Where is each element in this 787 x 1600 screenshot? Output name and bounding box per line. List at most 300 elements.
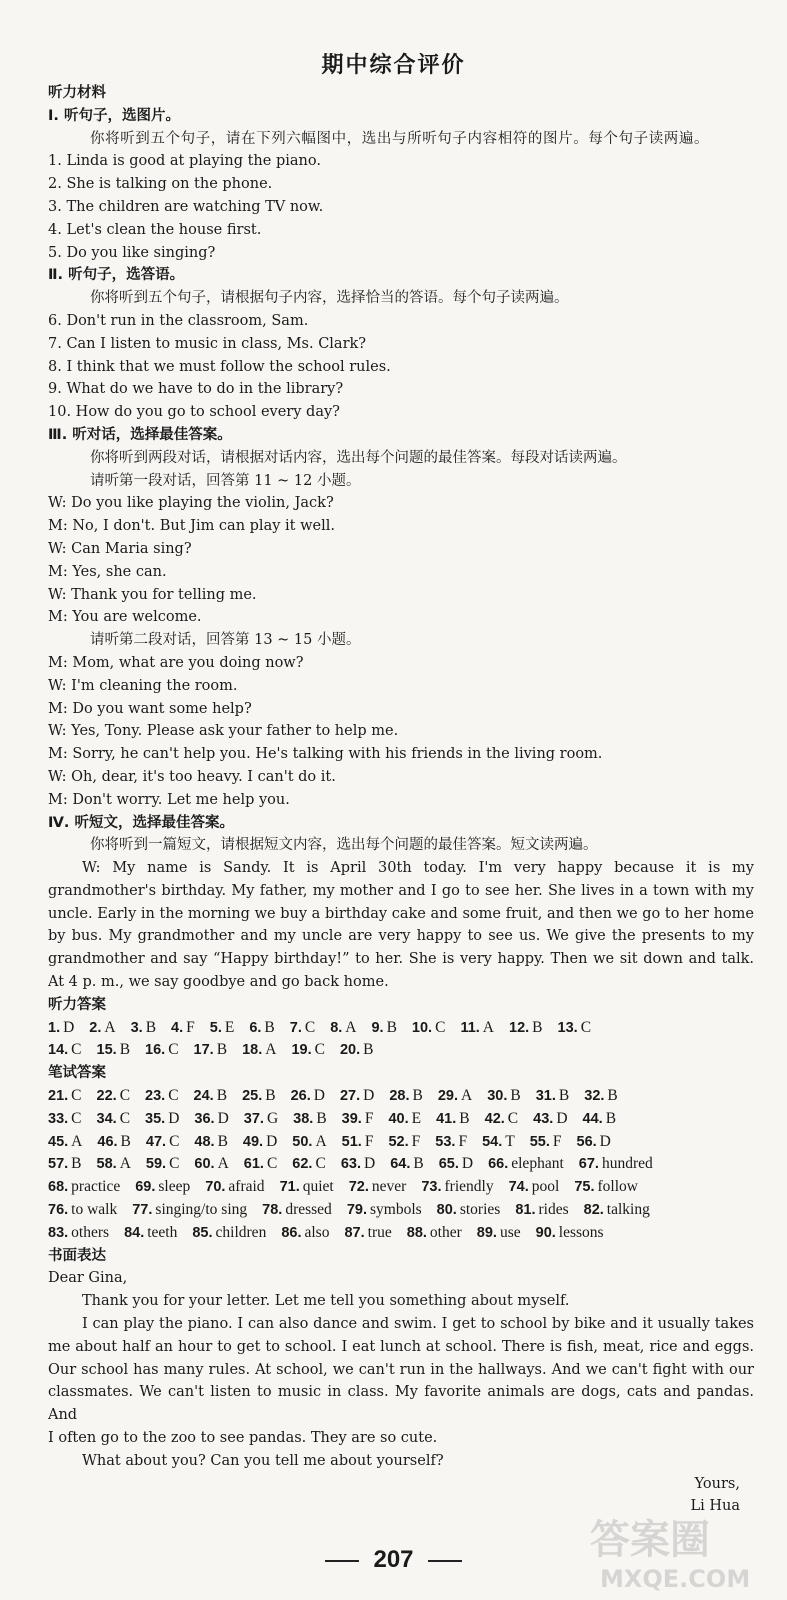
answer-item xyxy=(533,1110,567,1127)
answer-number: 27. xyxy=(339,1088,361,1105)
answer-number: 11. xyxy=(460,1019,480,1036)
dialog1-intro: 请听第一段对话，回答第 11 ~ 12 小题。 xyxy=(90,472,361,489)
section-heading-written-answers: 笔试答案 xyxy=(48,1065,106,1082)
answer-number: 60. xyxy=(194,1156,215,1173)
answer-value: B xyxy=(412,1087,423,1105)
answer-item xyxy=(242,1087,276,1104)
answer-value: C xyxy=(168,1087,179,1105)
answer-number: 50. xyxy=(292,1133,313,1150)
answer-number: 49. xyxy=(242,1133,264,1150)
answer-value: B xyxy=(607,1087,618,1105)
answer-value: D xyxy=(599,1132,611,1150)
answer-number: 65. xyxy=(438,1156,459,1173)
answer-item xyxy=(97,1110,131,1127)
watermark-logo xyxy=(580,1505,780,1595)
answer-number: 13. xyxy=(557,1019,578,1036)
answer-row xyxy=(48,1085,754,1108)
answer-item xyxy=(243,1133,277,1150)
answer-number: 6. xyxy=(249,1019,262,1036)
answer-value: G xyxy=(266,1109,279,1127)
answer-value: D xyxy=(363,1155,376,1173)
answer-number: 89. xyxy=(476,1224,497,1241)
answer-number: 77. xyxy=(132,1202,153,1219)
answer-item xyxy=(577,1133,611,1150)
part2-heading: Ⅱ. 听句子，选答语。 xyxy=(48,267,185,284)
text-line: W: Can Maria sing? xyxy=(48,540,192,557)
answer-item xyxy=(48,1178,120,1195)
letter-signature: Li Hua xyxy=(690,1498,740,1515)
answer-number: 68. xyxy=(48,1179,69,1196)
answer-value: B xyxy=(216,1087,228,1105)
answer-item xyxy=(460,1019,494,1036)
answer-value: A xyxy=(482,1018,494,1036)
answer-number: 7. xyxy=(289,1019,302,1036)
answer-value: quiet xyxy=(302,1178,334,1196)
answer-item xyxy=(421,1178,493,1195)
answer-value: sleep xyxy=(158,1178,191,1196)
answer-item xyxy=(344,1224,391,1241)
answer-value: C xyxy=(71,1087,82,1105)
answer-number: 76. xyxy=(48,1202,69,1219)
answer-number: 4. xyxy=(171,1019,184,1036)
answer-item xyxy=(579,1155,653,1172)
answer-number: 32. xyxy=(584,1088,605,1105)
answer-value: B xyxy=(558,1087,570,1105)
answer-value: D xyxy=(363,1087,375,1105)
page-number-dash-left xyxy=(325,1560,359,1562)
answer-number: 53. xyxy=(435,1133,456,1150)
answer-value: F xyxy=(552,1132,562,1150)
dialog2-lines xyxy=(48,652,754,812)
answer-number: 70. xyxy=(205,1179,226,1196)
text-line: W: I'm cleaning the room. xyxy=(48,677,238,694)
answer-value: C xyxy=(71,1109,82,1127)
text-line: M: Don't worry. Let me help you. xyxy=(48,791,290,808)
answer-item xyxy=(194,1133,228,1150)
answer-number: 22. xyxy=(96,1088,117,1105)
text-line: uncle. Early in the morning we buy a birthday cake and some fruit, and then we go to her home xyxy=(48,905,754,922)
answer-item xyxy=(194,1087,228,1104)
answer-item xyxy=(342,1133,374,1150)
text-line: M: Mom, what are you doing now? xyxy=(48,654,304,671)
answer-item xyxy=(488,1155,564,1172)
answer-value: symbols xyxy=(369,1201,422,1219)
answer-value: B xyxy=(217,1132,228,1150)
answer-number: 44. xyxy=(582,1110,603,1127)
answer-value: C xyxy=(168,1041,179,1059)
answer-item xyxy=(97,1041,131,1058)
answer-item xyxy=(48,1133,82,1150)
answer-item xyxy=(341,1155,375,1172)
answer-item xyxy=(509,1178,560,1195)
answer-number: 52. xyxy=(388,1133,409,1150)
answer-item xyxy=(281,1224,329,1241)
answer-number: 41. xyxy=(436,1110,457,1127)
answer-number: 5. xyxy=(209,1019,222,1036)
answer-item xyxy=(330,1019,356,1036)
answer-value: lessons xyxy=(558,1223,604,1241)
answer-value: F xyxy=(364,1109,374,1127)
text-line: 3. The children are watching TV now. xyxy=(48,198,324,215)
answer-value: F xyxy=(364,1132,374,1150)
answer-value: C xyxy=(71,1041,82,1059)
answer-item xyxy=(584,1201,650,1218)
answer-number: 10. xyxy=(411,1019,433,1036)
answer-number: 90. xyxy=(535,1224,556,1241)
letter-paragraph-1: Thank you for your letter. Let me tell you something about myself. xyxy=(82,1293,570,1310)
answer-item xyxy=(437,1201,501,1218)
answer-item xyxy=(388,1110,421,1127)
answer-item xyxy=(48,1087,82,1104)
answer-value: rides xyxy=(538,1201,569,1219)
answer-item xyxy=(435,1133,467,1150)
answer-number: 59. xyxy=(145,1156,167,1173)
answer-number: 45. xyxy=(48,1133,69,1150)
page-number-dash-right xyxy=(428,1560,462,1562)
answer-number: 84. xyxy=(124,1224,145,1241)
answer-value: B xyxy=(532,1018,543,1036)
text-line: W: Oh, dear, it's too heavy. I can't do it. xyxy=(48,768,336,785)
answer-row xyxy=(48,1222,754,1245)
answer-number: 29. xyxy=(437,1088,459,1105)
part3-heading: Ⅲ. 听对话，选择最佳答案。 xyxy=(48,426,232,443)
answer-item xyxy=(482,1133,515,1150)
answer-value: friendly xyxy=(444,1178,494,1196)
answer-item xyxy=(340,1041,374,1058)
letter-closing: Yours, xyxy=(694,1475,740,1492)
answer-value: E xyxy=(411,1109,422,1127)
answer-number: 30. xyxy=(487,1088,508,1105)
answer-item xyxy=(48,1224,109,1241)
answer-item xyxy=(477,1224,521,1241)
answer-number: 62. xyxy=(292,1156,313,1173)
answer-value: F xyxy=(411,1132,421,1150)
answer-item xyxy=(194,1041,228,1058)
text-line: W: My name is Sandy. It is April 30th today. I'm very happy because it is my xyxy=(82,860,754,877)
answer-value: A xyxy=(119,1155,131,1173)
answer-value: C xyxy=(169,1132,180,1150)
answer-number: 26. xyxy=(290,1088,311,1105)
text-line: grandmother and say “Happy birthday!” to her. She is very happy. Then we sit down and talk. xyxy=(48,951,754,968)
dialog1-lines xyxy=(48,492,754,629)
answer-value: A xyxy=(265,1041,277,1059)
answer-item xyxy=(48,1201,117,1218)
text-line: M: You are welcome. xyxy=(48,609,202,626)
answer-value: B xyxy=(264,1018,275,1036)
text-line: W: Yes, Tony. Please ask your father to help me. xyxy=(48,723,399,740)
answer-item xyxy=(292,1155,326,1172)
part4-heading: Ⅳ. 听短文，选择最佳答案。 xyxy=(48,814,234,831)
answer-number: 34. xyxy=(96,1110,117,1127)
answer-value: afraid xyxy=(228,1178,265,1196)
answer-item xyxy=(292,1133,326,1150)
answer-item xyxy=(439,1155,473,1172)
answer-row xyxy=(48,1108,754,1131)
text-line: I can play the piano. I can also dance and swim. I get to school by bike and it usually takes xyxy=(82,1316,754,1333)
answer-value: B xyxy=(316,1109,327,1127)
answer-value: B xyxy=(120,1132,131,1150)
answer-value: elephant xyxy=(511,1155,564,1173)
answer-number: 38. xyxy=(293,1110,314,1127)
answer-value: F xyxy=(186,1018,195,1036)
answer-item xyxy=(388,1133,420,1150)
letter-paragraph-3: What about you? Can you tell me about yourself? xyxy=(82,1452,444,1469)
answer-number: 18. xyxy=(242,1042,263,1059)
answer-value: B xyxy=(510,1087,521,1105)
answer-item xyxy=(389,1087,423,1104)
answer-row xyxy=(48,1199,754,1222)
answer-number: 12. xyxy=(509,1019,530,1036)
answer-item xyxy=(390,1155,424,1172)
answer-item xyxy=(244,1155,278,1172)
answer-item xyxy=(48,1110,82,1127)
answer-item xyxy=(192,1224,266,1241)
answer-item xyxy=(412,1019,446,1036)
answer-value: C xyxy=(266,1155,278,1173)
answer-number: 48. xyxy=(194,1133,215,1150)
listening-answer-rows xyxy=(48,1017,754,1063)
answer-number: 75. xyxy=(574,1179,595,1196)
answer-item xyxy=(124,1224,177,1241)
answer-number: 83. xyxy=(48,1224,69,1241)
answer-value: true xyxy=(367,1223,392,1241)
letter-salutation: Dear Gina, xyxy=(48,1270,128,1287)
answer-item xyxy=(135,1178,190,1195)
answer-row xyxy=(48,1176,754,1199)
answer-item xyxy=(194,1155,228,1172)
answer-number: 73. xyxy=(421,1179,442,1196)
answer-number: 55. xyxy=(529,1133,550,1150)
answer-item xyxy=(210,1019,235,1036)
text-line: 6. Don't run in the classroom, Sam. xyxy=(48,312,309,329)
answer-number: 78. xyxy=(262,1202,283,1219)
answer-number: 67. xyxy=(578,1156,599,1173)
text-line: by bus. My grandmother and my uncle are very happy to see us. We give the presents to my xyxy=(48,928,754,945)
answer-value: E xyxy=(224,1018,235,1036)
answer-item xyxy=(280,1178,334,1195)
answer-number: 19. xyxy=(291,1042,312,1059)
content xyxy=(48,82,754,1518)
answer-number: 1. xyxy=(48,1019,61,1036)
answer-item xyxy=(131,1019,156,1036)
section-heading-listening-answers: 听力答案 xyxy=(48,996,106,1013)
answer-number: 21. xyxy=(48,1088,69,1105)
answer-value: B xyxy=(363,1041,374,1059)
text-line: 7. Can I listen to music in class, Ms. Clark? xyxy=(48,335,367,352)
answer-item xyxy=(487,1087,521,1104)
answer-value: B xyxy=(413,1155,424,1173)
page-number-value: 207 xyxy=(373,1546,414,1573)
text-line: grandmother's birthday. My father, my mother and I go to see her. She lives in a town with my xyxy=(48,882,754,899)
answer-item xyxy=(97,1155,131,1172)
svg-text:答案圈: 答案圈 xyxy=(590,1517,710,1563)
answer-item xyxy=(530,1133,562,1150)
text-line: 9. What do we have to do in the library? xyxy=(48,381,344,398)
answer-value: D xyxy=(217,1109,229,1127)
answer-number: 14. xyxy=(48,1042,69,1059)
answer-number: 87. xyxy=(344,1224,365,1241)
answer-item xyxy=(171,1019,195,1036)
answer-value: A xyxy=(461,1087,473,1105)
dialog2-intro: 请听第二段对话，回答第 13 ~ 15 小题。 xyxy=(90,632,361,649)
answer-value: C xyxy=(119,1109,131,1127)
part1-sentences xyxy=(48,150,754,264)
answer-number: 71. xyxy=(279,1179,300,1196)
part1-heading: Ⅰ. 听句子，选图片。 xyxy=(48,107,180,124)
letter-paragraph-2 xyxy=(48,1313,754,1450)
answer-number: 86. xyxy=(281,1224,302,1241)
answer-item xyxy=(342,1110,374,1127)
answer-number: 39. xyxy=(341,1110,362,1127)
answer-value: C xyxy=(314,1041,325,1059)
text-line: At 4 p. m., we say goodbye and go back home. xyxy=(48,974,389,991)
answer-number: 57. xyxy=(48,1156,69,1173)
answer-value: talking xyxy=(606,1201,650,1219)
answer-item xyxy=(536,1087,570,1104)
answer-value: C xyxy=(435,1018,446,1036)
answer-item xyxy=(146,1133,180,1150)
answer-item xyxy=(48,1041,82,1058)
text-line: 2. She is talking on the phone. xyxy=(48,176,273,193)
answer-value: other xyxy=(429,1223,462,1241)
answer-number: 72. xyxy=(348,1179,369,1196)
answer-number: 31. xyxy=(535,1088,556,1105)
answer-item xyxy=(145,1087,179,1104)
answer-value: hundred xyxy=(601,1155,653,1173)
answer-item xyxy=(574,1178,638,1195)
answer-number: 66. xyxy=(488,1156,509,1173)
answer-item xyxy=(436,1110,470,1127)
answer-value: B xyxy=(216,1041,228,1059)
answer-number: 69. xyxy=(135,1179,156,1196)
answer-number: 43. xyxy=(533,1110,554,1127)
answer-number: 16. xyxy=(145,1042,166,1059)
answer-item xyxy=(262,1201,332,1218)
answer-value: A xyxy=(217,1155,229,1173)
answer-item xyxy=(293,1110,327,1127)
answer-item xyxy=(132,1201,247,1218)
answer-row xyxy=(48,1131,754,1154)
answer-number: 40. xyxy=(388,1110,409,1127)
answer-number: 28. xyxy=(389,1088,410,1105)
answer-item xyxy=(291,1041,325,1058)
answer-item xyxy=(48,1019,74,1036)
answer-value: B xyxy=(71,1155,82,1173)
section-heading-writing: 书面表达 xyxy=(48,1247,106,1264)
answer-number: 54. xyxy=(482,1133,503,1150)
answer-value: children xyxy=(215,1223,267,1241)
answer-value: B xyxy=(119,1041,131,1059)
answer-value: D xyxy=(63,1018,75,1036)
answer-item xyxy=(407,1224,462,1241)
answer-value: never xyxy=(371,1178,407,1196)
answer-item xyxy=(146,1155,180,1172)
answer-number: 56. xyxy=(576,1133,597,1150)
answer-item xyxy=(290,1019,315,1036)
answer-value: A xyxy=(345,1018,357,1036)
text-line: classmates. We can't listen to music in class. My favorite animals are dogs, cats and pandas. And xyxy=(48,1384,754,1424)
answer-number: 25. xyxy=(242,1088,263,1105)
answer-number: 79. xyxy=(346,1202,367,1219)
answer-value: C xyxy=(580,1018,592,1036)
answer-row xyxy=(48,1153,754,1176)
answer-number: 9. xyxy=(371,1019,384,1036)
answer-value: D xyxy=(313,1087,325,1105)
answer-item xyxy=(536,1224,604,1241)
text-line: M: Sorry, he can't help you. He's talking with his friends in the living room. xyxy=(48,746,603,763)
answer-number: 51. xyxy=(341,1133,362,1150)
part3-instruction: 你将听到两段对话，请根据对话内容，选出每个问题的最佳答案。每段对话读两遍。 xyxy=(90,449,627,466)
answer-item xyxy=(515,1201,568,1218)
answer-item xyxy=(249,1019,274,1036)
answer-number: 33. xyxy=(48,1110,69,1127)
answer-row xyxy=(48,1039,754,1062)
answer-item xyxy=(347,1201,422,1218)
answer-number: 24. xyxy=(193,1088,214,1105)
answer-number: 63. xyxy=(340,1156,361,1173)
answer-number: 74. xyxy=(508,1179,529,1196)
answer-item xyxy=(558,1019,592,1036)
answer-number: 61. xyxy=(243,1156,264,1173)
answer-value: also xyxy=(304,1223,330,1241)
answer-number: 23. xyxy=(145,1088,166,1105)
answer-item xyxy=(291,1087,325,1104)
answer-row xyxy=(48,1017,754,1040)
part2-sentences xyxy=(48,310,754,424)
answer-value: B xyxy=(459,1109,470,1127)
answer-item xyxy=(89,1019,115,1036)
part1-instruction: 你将听到五个句子，请在下列六幅图中，选出与所听句子内容相符的图片。每个句子读两遍。 xyxy=(90,130,710,147)
answer-number: 58. xyxy=(96,1156,117,1173)
svg-text:MXQE.COM: MXQE.COM xyxy=(600,1565,751,1593)
answer-value: F xyxy=(458,1132,468,1150)
answer-value: pool xyxy=(531,1178,560,1196)
answer-value: C xyxy=(304,1018,316,1036)
part2-instruction: 你将听到五个句子，请根据句子内容，选择恰当的答语。每个句子读两遍。 xyxy=(90,290,569,307)
answer-value: B xyxy=(386,1018,397,1036)
answer-value: practice xyxy=(71,1178,121,1196)
answer-item xyxy=(485,1110,519,1127)
answer-value: D xyxy=(168,1109,180,1127)
text-line: 4. Let's clean the house first. xyxy=(48,221,262,238)
answer-number: 15. xyxy=(96,1042,117,1059)
answer-item xyxy=(371,1019,396,1036)
answer-item xyxy=(340,1087,374,1104)
answer-number: 85. xyxy=(192,1224,213,1241)
answer-value: A xyxy=(104,1018,116,1036)
answer-value: B xyxy=(605,1109,617,1127)
answer-value: C xyxy=(119,1087,131,1105)
answer-value: C xyxy=(169,1155,180,1173)
text-line: 5. Do you like singing? xyxy=(48,244,216,261)
answer-value: dressed xyxy=(285,1201,332,1219)
answer-value: stories xyxy=(459,1201,501,1219)
text-line: me about half an hour to get to school. I eat lunch at school. There is fish, meat, rice and eggs. xyxy=(48,1338,754,1355)
answer-item xyxy=(48,1155,82,1172)
answer-value: to walk xyxy=(71,1201,118,1219)
answer-value: B xyxy=(145,1018,157,1036)
answer-item xyxy=(145,1041,179,1058)
answer-item xyxy=(242,1041,276,1058)
answer-item xyxy=(349,1178,407,1195)
answer-value: B xyxy=(265,1087,276,1105)
section-heading-listening-material: 听力材料 xyxy=(48,85,106,101)
answer-item xyxy=(145,1110,179,1127)
text-line: 8. I think that we must follow the school rules. xyxy=(48,358,391,375)
answer-number: 64. xyxy=(390,1156,411,1173)
answer-value: D xyxy=(461,1155,474,1173)
answer-item xyxy=(194,1110,228,1127)
